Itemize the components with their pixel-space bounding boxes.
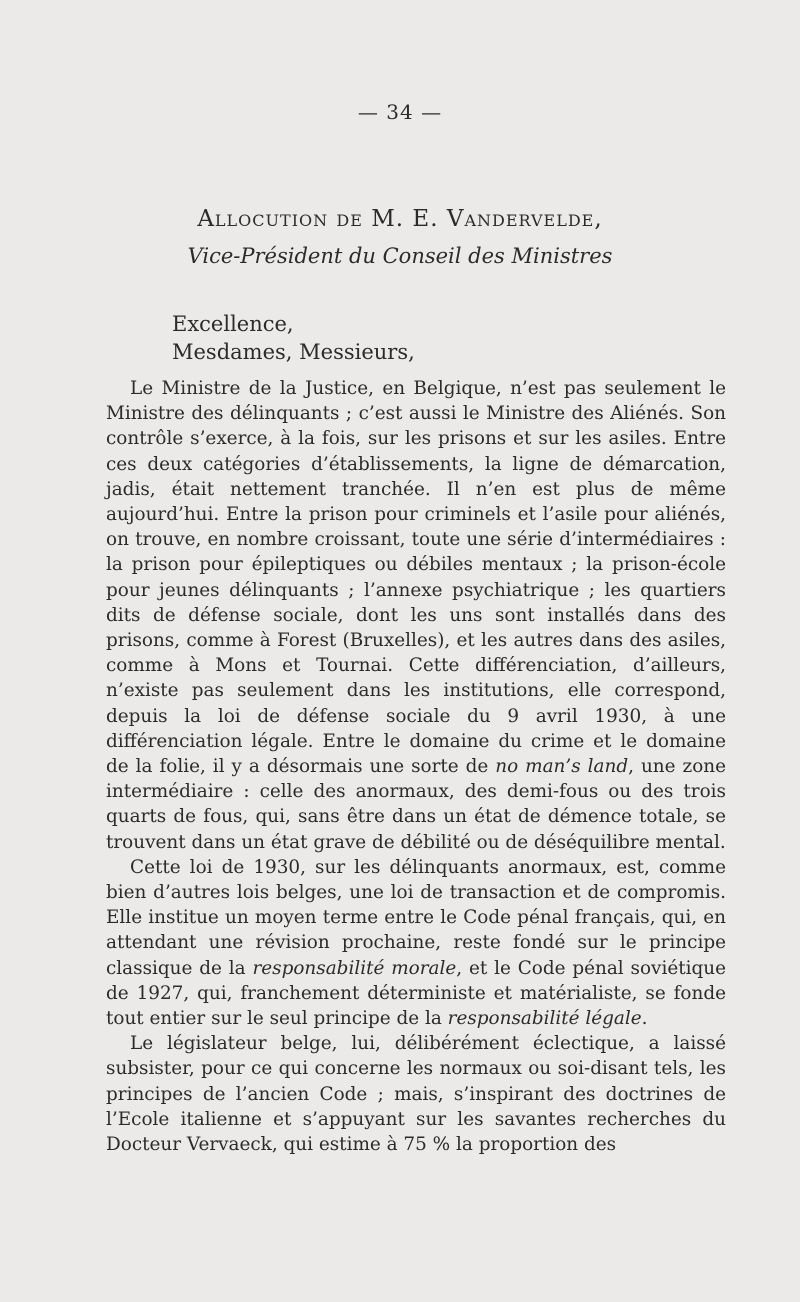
paragraph [106, 376, 726, 855]
emphasis-text: responsabilité légale [447, 1008, 642, 1030]
speech-heading: Allocution de M. E. Vandervelde, [197, 206, 603, 232]
emphasis-text: responsabilité morale [252, 957, 457, 979]
paragraph-text: Le Ministre de la Justice, en Belgique, n’est pas seulement le Ministre des délinquants ; c’est aussi le Ministre des Aliénés. Son contrôle s’exerce, à la fois, sur les prisons et sur les asiles. Entre ces deux catégories d’établissements, la ligne de démarcation, jadis, était nettement tranchée. Il n’en est plus de même aujourd’hui. Entre la prison pour criminels et l’asile pour aliénés, on trouve, en nombre croissant, toute une série d’intermédiaires : la prison pour épileptiques ou débiles mentaux ; la prison-école pour jeunes délinquants ; l’annexe psychiatrique ; les quartiers dits de défense sociale, dont les uns sont installés dans des prisons, comme à Forest (Bruxelles), et les autres dans des asiles, comme à Mons et Tournai. Cette différenciation, d’ailleurs, n’existe pas seulement dans les institutions, elle correspond, depuis la loi de défense sociale du 9 avril 1930, à une différenciation légale. Entre le domaine du crime et le domaine de la folie, il y a désormais une sorte de [106, 378, 726, 778]
page-number: — 34 — [357, 100, 443, 124]
paragraph-text: . [641, 1008, 648, 1030]
body-text [106, 376, 726, 1157]
paragraph-text: Le législateur belge, lui, délibérément éclectique, a laissé subsister, pour ce qui concerne les normaux ou soi-disant tels, les principes de l’ancien Code ; mais, s’inspirant des doctrines de l’Ecole italienne et s’appuyant sur les savantes recherches du Docteur Vervaeck, qui estime à 75 % la proportion des [106, 1033, 726, 1156]
paragraph [106, 1031, 726, 1157]
paragraph-text: Cette loi de 1930, sur les délinquants anormaux, est, comme bien d’autres lois belges, une loi de transaction et de compromis. Elle institue un moyen terme entre le Code pénal français, qui, en attendant une révision prochaine, reste fondé sur le principe classique de la [106, 856, 726, 979]
emphasis-text: no man’s land [495, 756, 629, 778]
salutation-line: Excellence, [172, 312, 294, 336]
paragraph-text: , et le Code pénal soviétique de 1927, qui, franchement déterministe et matérialiste, se fonde tout entier sur le seul principe de la [106, 957, 726, 1030]
salutation-line: Mesdames, Messieurs, [172, 340, 415, 364]
paragraph-text: , une zone intermédiaire : celle des anormaux, des demi-fous ou des trois quarts de fous, qui, sans être dans un état de démence totale, se trouvent dans un état grave de débilité ou de déséquilibre mental. [106, 756, 726, 853]
paragraph [106, 855, 726, 1031]
speaker-title: Vice-Président du Conseil des Ministres [187, 244, 613, 268]
salutation [172, 310, 415, 366]
